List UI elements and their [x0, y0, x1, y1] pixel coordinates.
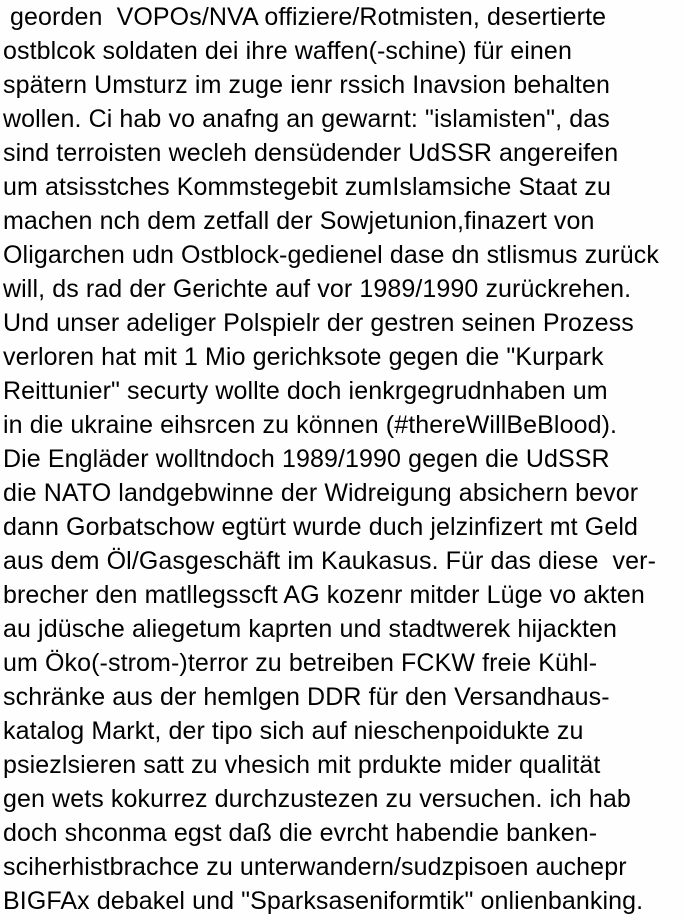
text-line: um Öko(-strom-)terror zu betreiben FCKW freie Kühl- [3, 649, 598, 677]
text-line: Reittunier" securty wollte doch ienkrgegrudnhaben um [3, 377, 608, 405]
text-line: machen nch dem zetfall der Sowjetunion,finazert von [3, 207, 595, 235]
text-line: in die ukraine eihsrcen zu können (#thereWillBeBlood). [3, 411, 618, 439]
text-line: aus dem Öl/Gasgeschäft im Kaukasus. Für das diese ver- [3, 547, 656, 575]
text-line: psiezlsieren satt zu vhesich mit prdukte mider qualität [3, 751, 601, 779]
text-line: BIGFAx debakel und "Sparksaseniformtik" onlienbanking. [3, 887, 644, 915]
text-line: dann Gorbatschow egtürt wurde duch jelzinfizert mt Geld [3, 513, 638, 541]
text-line: verloren hat mit 1 Mio gerichksote gegen die "Kurpark [3, 343, 604, 371]
text-line: au jdüsche aliegetum kaprten und stadtwerek hijackten [3, 615, 618, 643]
text-line: Und unser adeliger Polspielr der gestren seinen Prozess [3, 309, 634, 337]
text-line: sciherhistbrachce zu unterwandern/sudzpisoen auchepr [3, 853, 627, 881]
text-line: katalog Markt, der tipo sich auf nieschenpoidukte zu [3, 717, 584, 745]
text-line: will, ds rad der Gerichte auf vor 1989/1990 zurückrehen. [3, 275, 632, 303]
text-line: um atsisstches Kommstegebit zumIslamsiche Staat zu [3, 173, 612, 201]
text-line: Oligarchen udn Ostblock-gedienel dase dn stlismus zurück [3, 241, 659, 269]
text-line: brecher den matllegsscft AG kozenr mitder Lüge vo akten [3, 581, 645, 609]
text-line: schränke aus der hemlgen DDR für den Versandhaus- [3, 683, 610, 711]
text-line: doch shconma egst daß die evrcht habendie banken- [3, 819, 598, 847]
text-line: gen wets kokurrez durchzustezen zu versuchen. ich hab [3, 785, 631, 813]
text-line: Die Engläder wolltndoch 1989/1990 gegen die UdSSR [3, 445, 610, 473]
text-line: die NATO landgebwinne der Widreigung absichern bevor [3, 479, 639, 507]
text-line: wollen. Ci hab vo anafng an gewarnt: "islamisten", das [3, 105, 610, 133]
text-line: ostblcok soldaten dei ihre waffen(-schine) für einen [3, 37, 572, 65]
text-line: sind terroisten wecleh densüdender UdSSR angereifen [3, 139, 619, 167]
text-line: georden VOPOs/NVA offiziere/Rotmisten, desertierte [3, 3, 607, 31]
text-line: spätern Umsturz im zuge ienr rssich Inavsion behalten [3, 71, 610, 99]
